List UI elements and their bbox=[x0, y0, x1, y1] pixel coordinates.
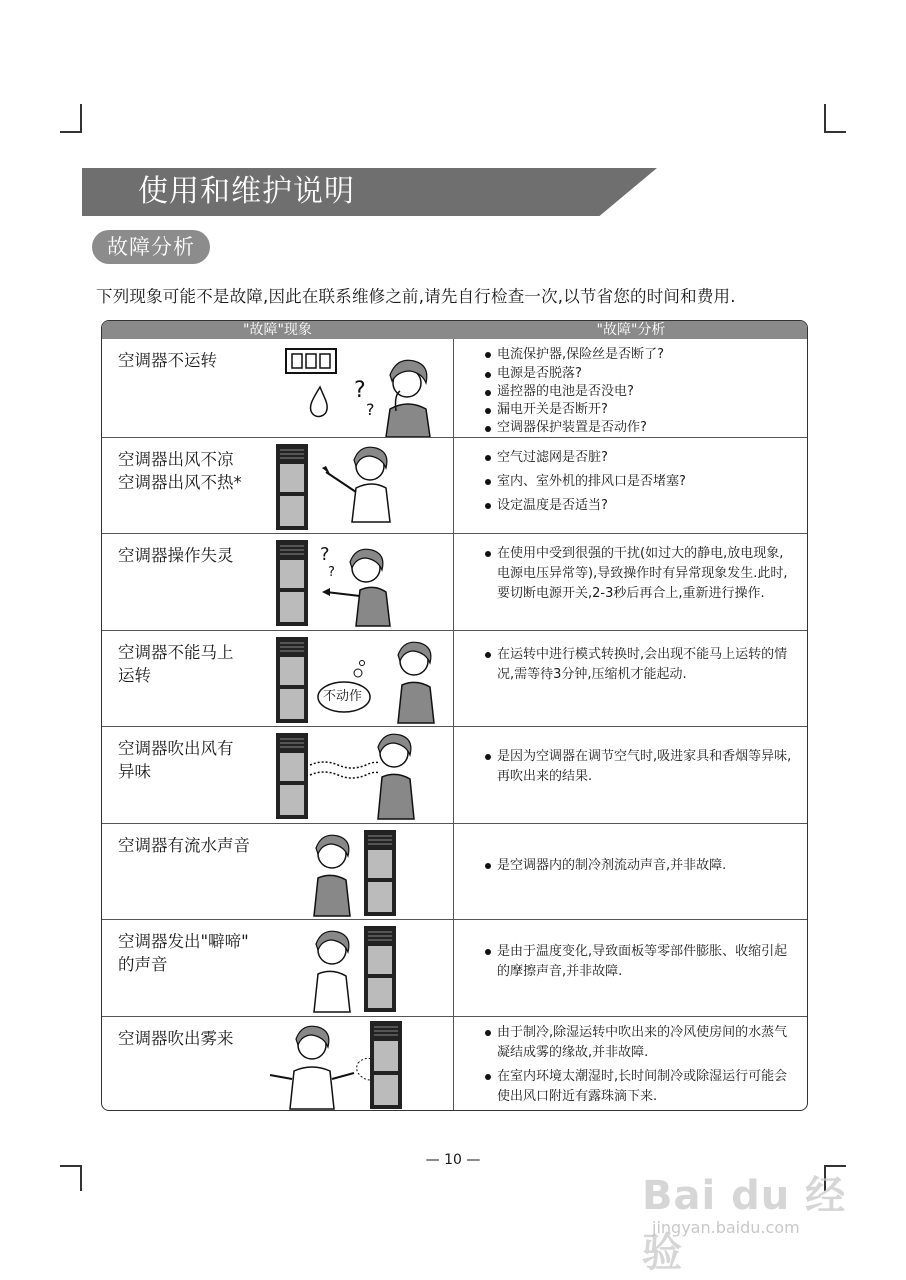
analysis-list bbox=[485, 856, 795, 876]
analysis-item: 是由于温度变化,导致面板等零部件膨胀、收缩引起的摩擦声音,并非故障. bbox=[485, 942, 795, 982]
no-power-illustration bbox=[282, 345, 447, 437]
header-analysis: "故障"分析 bbox=[596, 322, 666, 338]
troubleshooting-table bbox=[101, 320, 808, 1111]
analysis-list bbox=[485, 544, 795, 604]
svg-text:?: ? bbox=[320, 544, 330, 565]
analysis-list bbox=[485, 942, 795, 982]
analysis-item: 遥控器的电池是否没电? bbox=[485, 383, 795, 401]
section-heading: 故障分析 bbox=[92, 230, 210, 264]
table-row bbox=[102, 823, 807, 919]
svg-text:?: ? bbox=[354, 378, 366, 403]
crop-mark bbox=[824, 104, 826, 132]
crop-mark bbox=[60, 131, 82, 133]
analysis-item: 在运转中进行模式转换时,会出现不能马上运转的情况,需等待3分钟,压缩机才能起动. bbox=[485, 645, 795, 685]
symptom-text: 空调器出风不凉 空调器出风不热* bbox=[118, 450, 242, 492]
analysis-item: 室内、室外机的排风口是否堵塞? bbox=[485, 472, 795, 492]
analysis-list bbox=[485, 645, 795, 685]
analysis-item: 设定温度是否适当? bbox=[485, 496, 795, 516]
speech-bubble-text: 不动作 bbox=[323, 689, 363, 704]
header-symptom: "故障"现象 bbox=[243, 322, 312, 338]
table-row bbox=[102, 726, 807, 823]
symptom-text: 空调器操作失灵 bbox=[118, 546, 234, 565]
watermark-url: jingyan.baidu.com bbox=[652, 1218, 800, 1237]
analysis-item: 在使用中受到很强的干扰(如过大的静电,放电现象,电源电压异常等),导致操作时有异常现象发生.此时,要切断电源开关,2-3秒后再合上,重新进行操作. bbox=[485, 544, 795, 604]
page-title: 使用和维护说明 bbox=[138, 174, 355, 209]
svg-text:?: ? bbox=[366, 400, 375, 419]
symptom-text: 空调器不能马上 运转 bbox=[118, 643, 234, 685]
analysis-item: 是空调器内的制冷剂流动声音,并非故障. bbox=[485, 856, 795, 876]
confused-user-illustration bbox=[274, 538, 404, 628]
analysis-item: 漏电开关是否断开? bbox=[485, 401, 795, 419]
analysis-list bbox=[485, 1023, 795, 1107]
table-row bbox=[102, 437, 807, 533]
not-operating-illustration bbox=[274, 635, 446, 725]
crop-mark bbox=[824, 131, 846, 133]
odor-illustration bbox=[274, 731, 424, 821]
analysis-list bbox=[485, 747, 795, 787]
table-header bbox=[102, 321, 807, 339]
symptom-text: 空调器吹出雾来 bbox=[118, 1029, 234, 1048]
symptom-text: 空调器发出"噼啼" 的声音 bbox=[118, 932, 249, 974]
table-row bbox=[102, 630, 807, 726]
intro-text: 下列现象可能不是故障,因此在联系维修之前,请先自行检查一次,以节省您的时间和费用. bbox=[96, 287, 736, 306]
table-row bbox=[102, 533, 807, 630]
crop-mark bbox=[80, 104, 82, 132]
analysis-item: 空气过滤网是否脏? bbox=[485, 448, 795, 468]
crop-mark bbox=[80, 1165, 82, 1191]
creak-sound-illustration bbox=[302, 924, 402, 1014]
page-number: — 10 — bbox=[425, 1152, 481, 1168]
analysis-item: 由于制冷,除湿运转中吹出来的冷风使房间的水蒸气凝结成雾的缘故,并非故障. bbox=[485, 1023, 795, 1063]
ac-unit-pointing-illustration bbox=[274, 442, 404, 532]
analysis-item: 电源是否脱落? bbox=[485, 365, 795, 383]
symptom-text: 空调器吹出风有 异味 bbox=[118, 739, 234, 781]
analysis-item: 在室内环境太潮湿时,长时间制冷或除湿运行可能会使出风口附近有露珠滴下来. bbox=[485, 1067, 795, 1107]
watermark-logo: Bai du 经验 bbox=[642, 1173, 847, 1276]
analysis-list bbox=[485, 448, 795, 516]
table-row bbox=[102, 1016, 807, 1111]
symptom-text: 空调器不运转 bbox=[118, 351, 217, 370]
analysis-item: 空调器保护装置是否动作? bbox=[485, 419, 795, 437]
symptom-text: 空调器有流水声音 bbox=[118, 836, 250, 855]
table-row bbox=[102, 339, 807, 437]
analysis-item: 电流保护器,保险丝是否断了? bbox=[485, 345, 795, 365]
water-sound-illustration bbox=[302, 828, 402, 918]
analysis-item: 是因为空调器在调节空气时,吸进家具和香烟等异味,再吹出来的结果. bbox=[485, 747, 795, 787]
watermark bbox=[642, 1150, 882, 1276]
svg-text:?: ? bbox=[328, 565, 335, 580]
table-row bbox=[102, 919, 807, 1016]
mist-illustration bbox=[262, 1019, 442, 1111]
analysis-list bbox=[485, 345, 795, 437]
